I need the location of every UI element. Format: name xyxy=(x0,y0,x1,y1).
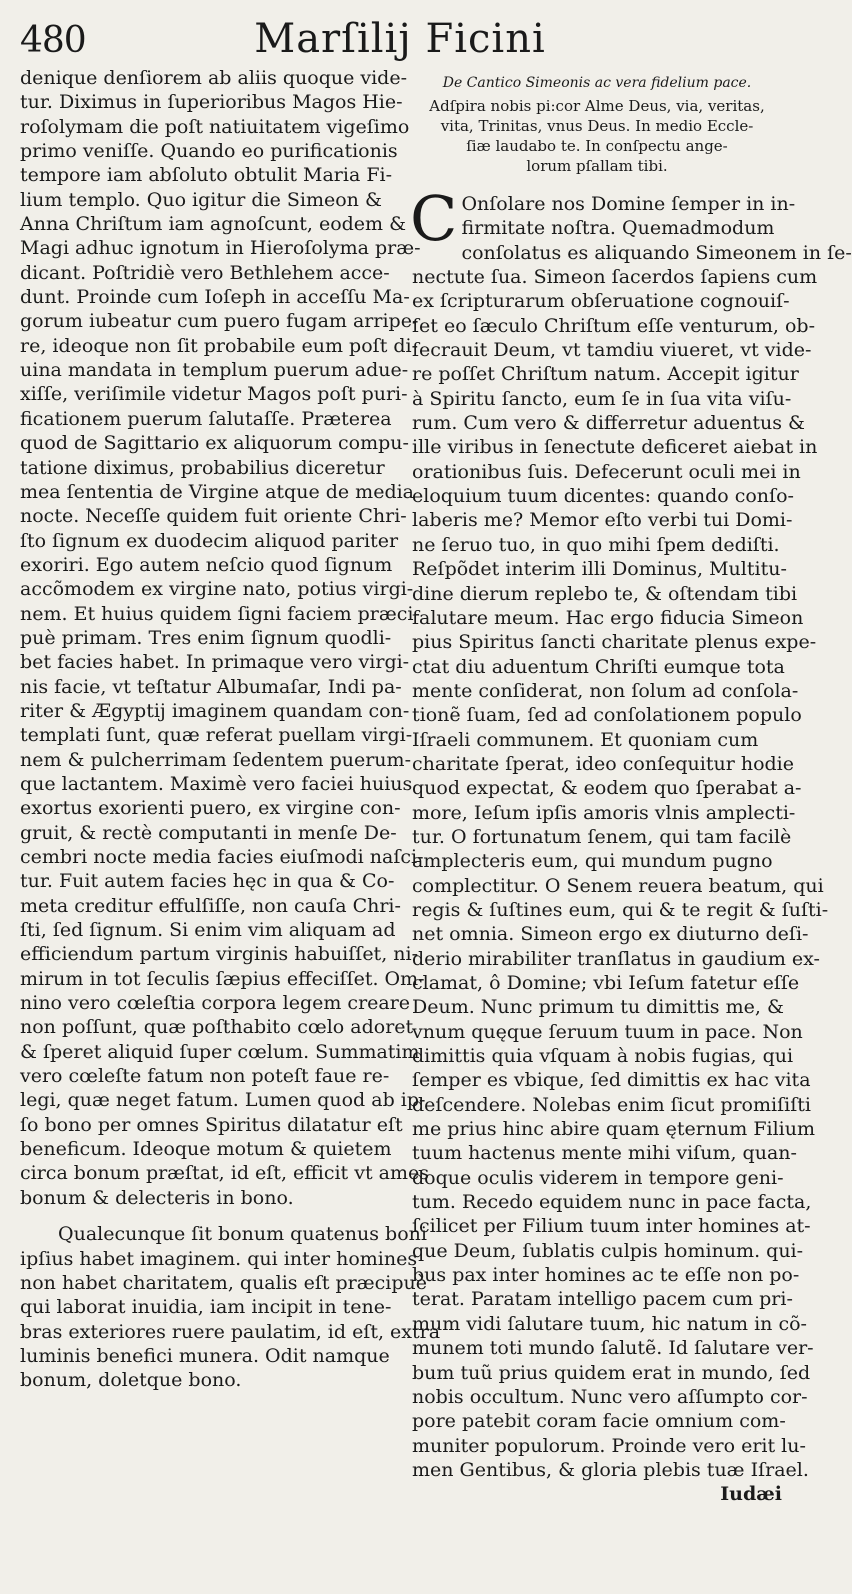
text-line: uina mandata in templum puerum adue- xyxy=(20,359,409,382)
text-line: terat. Paratam intelligo pacem cum pri- xyxy=(412,1288,793,1311)
text-line: eloquium tuum dicentes: quando conſo- xyxy=(412,485,794,508)
text-line: laberis me? Memor eſto verbi tui Domi- xyxy=(412,509,793,532)
text-line: gorum iubeatur cum puero fugam arripe- xyxy=(20,310,419,333)
text-line: nectute ſua. Simeon ſacerdos ſapiens cum xyxy=(412,266,818,289)
text-line: ſalutare meum. Hac ergo fiducia Simeon xyxy=(412,606,804,629)
text-line: tur. Diximus in ſuperioribus Magos Hie- xyxy=(20,91,403,114)
text-line: bet facies habet. In primaque vero virgi- xyxy=(20,651,410,674)
verse-block xyxy=(412,96,782,176)
text-line: mirum in tot ſeculis ſæpius effeciſſet. Om- xyxy=(20,967,425,990)
text-line: bum tuũ prius quidem erat in mundo, ſed xyxy=(412,1361,811,1384)
text-line: bonum, doletque bono. xyxy=(20,1369,242,1392)
text-line: circa bonum præſtat, id eſt, efficit vt ames xyxy=(20,1162,429,1185)
text-line: beneficum. Ideoque motum & quietem xyxy=(20,1138,392,1161)
text-line: rum. Cum vero & differretur aduentus & xyxy=(412,412,805,435)
verse-line: vita, Trinitas, vnus Deus. In medio Eccle- xyxy=(440,117,754,135)
running-title: Marſilij Ficini xyxy=(254,16,546,62)
text-line: ſet eo ſæculo Chriſtum eſſe venturum, ob- xyxy=(412,314,816,337)
text-line: à Spiritu ſancto, eum ſe in ſua vita viſu- xyxy=(412,387,792,410)
drop-cap: C xyxy=(410,182,458,255)
text-line: exoriri. Ego autem neſcio quod ſignum xyxy=(20,553,393,576)
text-line: que lactantem. Maximè vero faciei huius xyxy=(20,772,413,795)
text-line: ſemper es vbique, ſed dimittis ex hac vita xyxy=(412,1069,811,1092)
text-line: firmitate noſtra. Quemadmodum xyxy=(461,217,775,240)
text-line: pius Spiritus ſancti charitate plenus expe- xyxy=(412,631,817,654)
text-line: nobis occultum. Nunc vero aſſumpto cor- xyxy=(412,1385,808,1408)
text-line: me prius hinc abire quam ęternum Filium xyxy=(412,1118,815,1141)
text-line: net omnia. Simeon ergo ex diuturno deſi- xyxy=(412,923,809,946)
text-line: amplecteris eum, qui mundum pugno xyxy=(412,850,773,873)
text-line: muniter populorum. Proinde vero erit lu- xyxy=(412,1434,806,1457)
text-line: mente conſiderat, non ſolum ad conſola- xyxy=(412,679,799,702)
text-line: dine dierum replebo te, & oſtendam tibi xyxy=(412,582,798,605)
text-line: denique denſiorem ab aliis quoque vide- xyxy=(20,67,408,89)
text-line: re, ideoque non ſit probabile eum poſt di- xyxy=(20,334,419,357)
text-line: tur. O fortunatum ſenem, qui tam facilè xyxy=(412,825,792,848)
text-line: ne ſeruo tuo, in quo mihi ſpem dediſti. xyxy=(412,533,780,556)
page-number: 480 xyxy=(20,20,86,61)
text-line: munem toti mundo ſalutẽ. Id ſalutare ver- xyxy=(412,1337,814,1360)
text-line: tum. Recedo equidem nunc in pace facta, xyxy=(412,1191,812,1214)
text-line: vero cœleſte fatum non poteſt faue re- xyxy=(20,1065,390,1088)
text-line: deſcendere. Nolebas enim ſicut promiſiſti xyxy=(412,1093,811,1116)
text-line: gruit, & rectè computanti in menſe De- xyxy=(20,821,397,844)
text-line: Anna Chriſtum iam agnoſcunt, eodem & xyxy=(20,213,407,236)
text-line: que Deum, ſublatis culpis hominum. qui- xyxy=(412,1239,804,1262)
text-line: orationibus ſuis. Defecerunt oculi mei in xyxy=(412,460,801,483)
left-paragraph-2 xyxy=(20,1222,441,1392)
text-line: ſti, ſed ſignum. Si enim vim aliquam ad xyxy=(20,919,396,942)
text-line: bras exteriores ruere paulatim, id eſt, extra xyxy=(20,1320,441,1343)
text-line: vnum quęque ſeruum tuum in pace. Non xyxy=(412,1020,803,1043)
text-line: clamat, ô Domine; vbi Ieſum fatetur eſſe xyxy=(412,972,800,994)
text-line: templati ſunt, quæ referat puellam virgi- xyxy=(20,724,413,747)
text-line: men Gentibus, & gloria plebis tuæ Iſrael. xyxy=(412,1458,809,1481)
text-line: bus pax inter homines ac te eſſe non po- xyxy=(412,1264,800,1287)
text-line: Onſolare nos Domine ſemper in in- xyxy=(461,193,796,215)
text-line: non poſſunt, quæ poſthabito cœlo adoret xyxy=(20,1016,414,1039)
text-line: cembri nocte media facies eiuſmodi naſci- xyxy=(20,846,424,868)
text-line: ex ſcripturarum obſeruatione cognouiſ- xyxy=(412,290,790,313)
text-line: tuum hactenus mente mihi viſum, quan- xyxy=(412,1142,797,1165)
text-line: derio mirabiliter tranſlatus in gaudium ex- xyxy=(412,947,820,970)
text-line: bonum & delecteris in bono. xyxy=(20,1186,294,1209)
text-line: Deum. Nunc primum tu dimittis me, & xyxy=(412,996,784,1019)
text-line: quod expectat, & eodem quo ſperabat a- xyxy=(412,777,802,800)
text-line: mea ſententia de Virgine atque de media xyxy=(20,480,415,503)
text-line: primo veniſſe. Quando eo purificationis xyxy=(20,140,398,163)
text-line: ipſius habet imaginem. qui inter homines xyxy=(20,1247,418,1270)
text-line: ſo bono per omnes Spiritus dilatatur eſt xyxy=(20,1113,403,1136)
left-paragraph-1 xyxy=(20,66,429,1210)
text-line: roſolymam die poſt natiuitatem vigeſimo xyxy=(20,115,410,138)
left-column xyxy=(20,66,441,1393)
text-line: tempore iam abſoluto obtulit Maria Fi- xyxy=(20,164,393,187)
text-line: ſcilicet per Filium tuum inter homines at- xyxy=(412,1215,811,1238)
text-line: quod de Sagittario ex aliquorum compu- xyxy=(20,432,409,455)
text-line: nino vero cœleſtia corpora legem creare xyxy=(20,992,411,1015)
section-title: De Cantico Simeonis ac vera fidelium pace. xyxy=(442,75,752,91)
text-line: more, Ieſum ipſis amoris vlnis amplecti- xyxy=(412,801,796,824)
text-line: nocte. Neceſſe quidem fuit oriente Chri- xyxy=(20,505,407,528)
text-line: regis & ſuſtines eum, qui & te regit & ſuſti- xyxy=(412,898,829,921)
text-line: ficationem puerum ſalutaſſe. Præterea xyxy=(20,407,392,430)
text-line: re poſſet Chriſtum natum. Accepit igitur xyxy=(412,363,799,386)
text-line: Iſraeli communem. Et quoniam cum xyxy=(412,728,759,751)
text-line: non habet charitatem, qualis eſt præcipuè xyxy=(20,1271,427,1294)
text-line: & ſperet aliquid ſuper cœlum. Summatim xyxy=(20,1040,420,1063)
text-line: dunt. Proinde cum Ioſeph in acceſſu Ma- xyxy=(20,286,410,309)
text-line: ſecrauit Deum, vt tamdiu viueret, vt vide- xyxy=(412,339,812,362)
right-column xyxy=(410,74,852,1507)
verse-line: Adſpira nobis pi:cor Alme Deus, via, veritas, xyxy=(429,97,765,115)
text-line: riter & Ægyptij imaginem quandam con- xyxy=(20,699,410,722)
text-line: Qualecunque ſit bonum quatenus boni xyxy=(58,1223,427,1246)
text-line: conſolatus es aliquando Simeonem in ſe- xyxy=(461,241,852,264)
text-line: ctat diu aduentum Chriſti eumque tota xyxy=(412,655,785,678)
text-line: tionẽ ſuam, ſed ad conſolationem populo xyxy=(412,704,802,727)
text-line: Magi adhuc ignotum in Hieroſolyma præ- xyxy=(20,237,421,260)
text-line: ille viribus in ſenectute deficeret aiebat in xyxy=(412,436,818,459)
text-line: mum vidi ſalutare tuum, hic natum in cõ- xyxy=(412,1312,807,1335)
text-line: meta creditur effulſiſſe, non cauſa Chri- xyxy=(20,894,401,917)
text-line: efficiendum partum virginis habuiſſet, ni- xyxy=(20,943,419,966)
text-line: complectitur. O Senem reuera beatum, qui xyxy=(412,874,824,897)
text-line: accõmodem ex virgine nato, potius virgi- xyxy=(20,578,414,601)
text-line: charitate ſperat, ideo conſequitur hodie xyxy=(412,752,794,775)
text-line: tur. Fuit autem facies hęc in qua & Co- xyxy=(20,870,395,893)
text-line: tatione diximus, probabilius diceretur xyxy=(20,456,385,479)
text-line: exortus exorienti puero, ex virgine con- xyxy=(20,797,401,820)
text-line: xiſſe, veriſimile videtur Magos poſt puri- xyxy=(20,383,408,406)
catchword: Iudæi xyxy=(720,1483,782,1506)
text-line: qui laborat inuidia, iam incipit in tene- xyxy=(20,1296,392,1319)
text-line: lium templo. Quo igitur die Simeon & xyxy=(20,188,382,211)
text-line: nem & pulcherrimam ſedentem puerum- xyxy=(20,748,411,771)
text-line: nem. Et huius quidem ſigni faciem præci- xyxy=(20,602,420,625)
text-line: doque oculis viderem in tempore geni- xyxy=(412,1166,784,1189)
text-line: ſto ſignum ex duodecim aliquod pariter xyxy=(20,529,399,552)
text-line: puè primam. Tres enim ſignum quodli- xyxy=(20,626,392,649)
right-body xyxy=(410,182,852,1482)
text-line: nis facie, vt teſtatur Albumaſar, Indi pa- xyxy=(20,675,402,698)
text-line: legi, quæ neget fatum. Lumen quod ab ip- xyxy=(20,1089,426,1112)
text-line: pore patebit coram facie omnium com- xyxy=(412,1410,786,1433)
text-line: dicant. Poſtridiè vero Bethlehem acce- xyxy=(20,261,390,284)
text-line: dimittis quia vſquam à nobis fugias, qui xyxy=(412,1045,794,1068)
verse-line: lorum pſallam tibi. xyxy=(526,157,668,175)
text-line: luminis benefici munera. Odit namque xyxy=(20,1344,390,1367)
text-line: Reſpõdet interim illi Dominus, Multitu- xyxy=(412,558,787,581)
verse-line: ſiæ laudabo te. In conſpectu ange- xyxy=(466,137,728,155)
